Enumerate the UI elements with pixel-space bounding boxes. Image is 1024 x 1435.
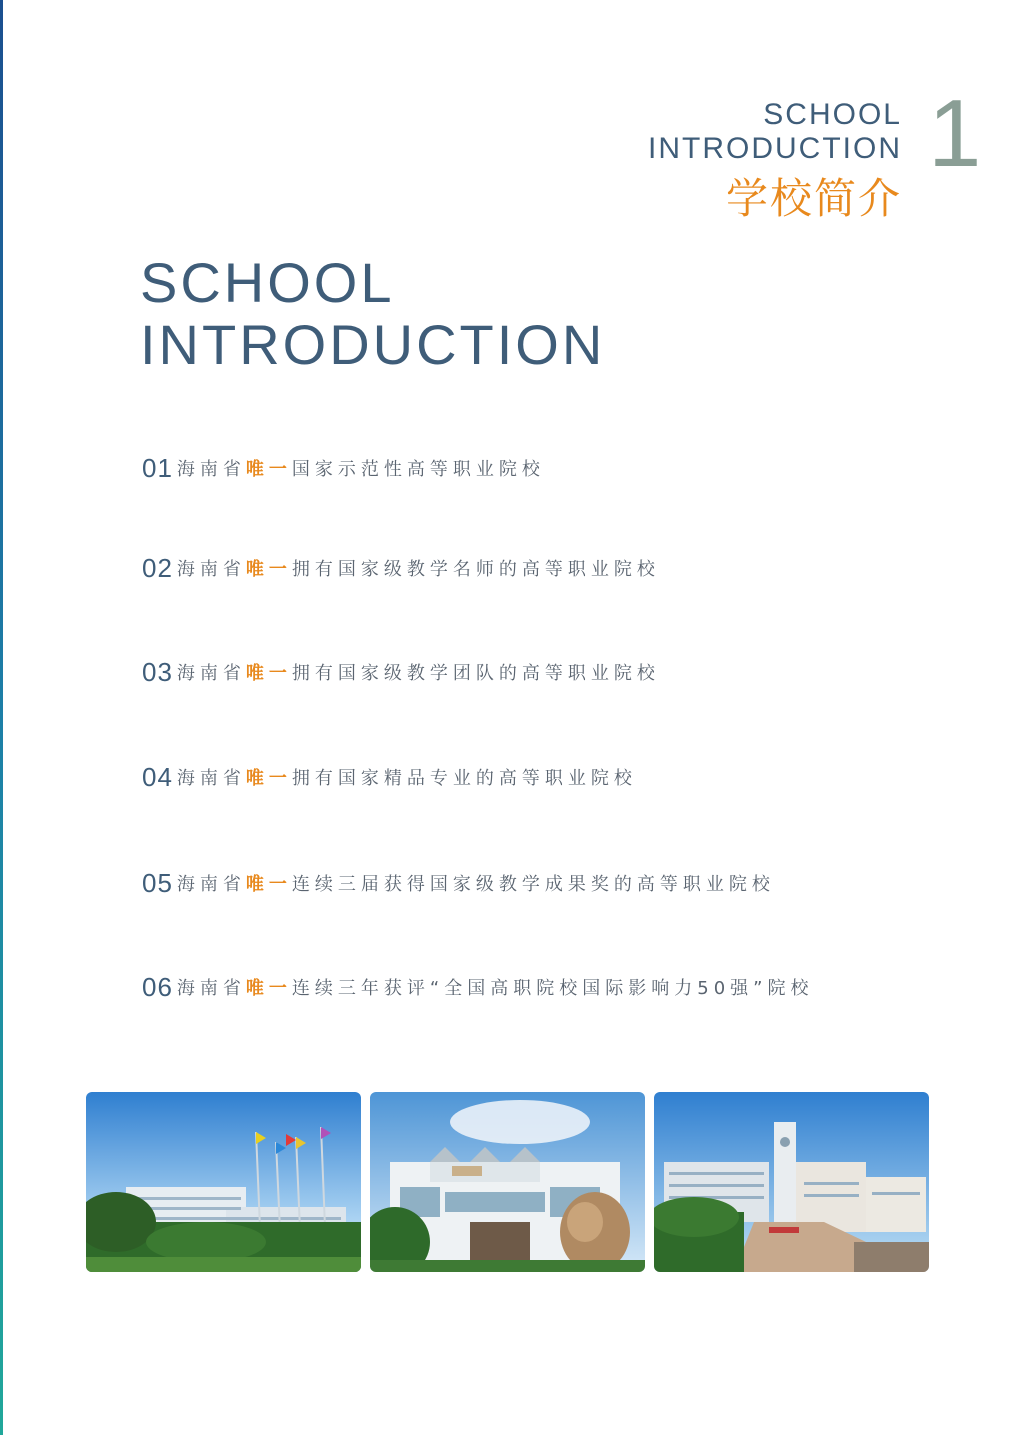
item-prefix: 海南省 — [176, 874, 246, 895]
item-highlight: 唯一 — [245, 459, 292, 480]
item-highlight: 唯一 — [245, 663, 292, 684]
item-number: 05 — [142, 867, 173, 898]
page-title-line1: SCHOOL — [140, 251, 395, 314]
library-building-photo — [370, 1092, 645, 1272]
item-prefix: 海南省 — [176, 459, 246, 480]
item-prefix: 海南省 — [176, 978, 246, 999]
item-prefix: 海南省 — [176, 559, 246, 580]
item-number: 06 — [142, 971, 173, 1002]
item-prefix: 海南省 — [176, 663, 246, 684]
item-highlight: 唯一 — [245, 559, 292, 580]
list-item — [142, 448, 545, 488]
item-highlight: 唯一 — [245, 768, 292, 789]
corner-title — [648, 98, 902, 166]
corner-title-line1: SCHOOL — [763, 98, 902, 131]
item-number: 03 — [142, 656, 173, 687]
item-highlight: 唯一 — [245, 978, 292, 999]
item-text: 连续三年获评“全国高职院校国际影响力50强”院校 — [291, 978, 814, 999]
left-accent-bar — [0, 0, 3, 1435]
clock-tower-campus-photo — [654, 1092, 929, 1272]
list-item — [142, 967, 813, 1007]
list-item — [142, 757, 637, 797]
corner-title-cn: 学校简介 — [725, 174, 902, 223]
item-number: 02 — [142, 552, 173, 583]
chapter-number: 1 — [928, 80, 982, 187]
item-text: 拥有国家级教学名师的高等职业院校 — [291, 559, 660, 580]
campus-flags-photo — [86, 1092, 361, 1272]
corner-title-line2: INTRODUCTION — [648, 132, 902, 165]
list-item — [142, 863, 775, 903]
item-number: 01 — [142, 452, 173, 483]
page-title — [140, 252, 605, 376]
list-item — [142, 652, 660, 692]
list-item — [142, 548, 660, 588]
item-highlight: 唯一 — [245, 874, 292, 895]
item-text: 拥有国家精品专业的高等职业院校 — [291, 768, 637, 789]
item-text: 拥有国家级教学团队的高等职业院校 — [291, 663, 660, 684]
item-text: 连续三届获得国家级教学成果奖的高等职业院校 — [291, 874, 775, 895]
item-prefix: 海南省 — [176, 768, 246, 789]
page-title-line2: INTRODUCTION — [140, 313, 606, 376]
item-number: 04 — [142, 761, 173, 792]
item-text: 国家示范性高等职业院校 — [291, 459, 545, 480]
